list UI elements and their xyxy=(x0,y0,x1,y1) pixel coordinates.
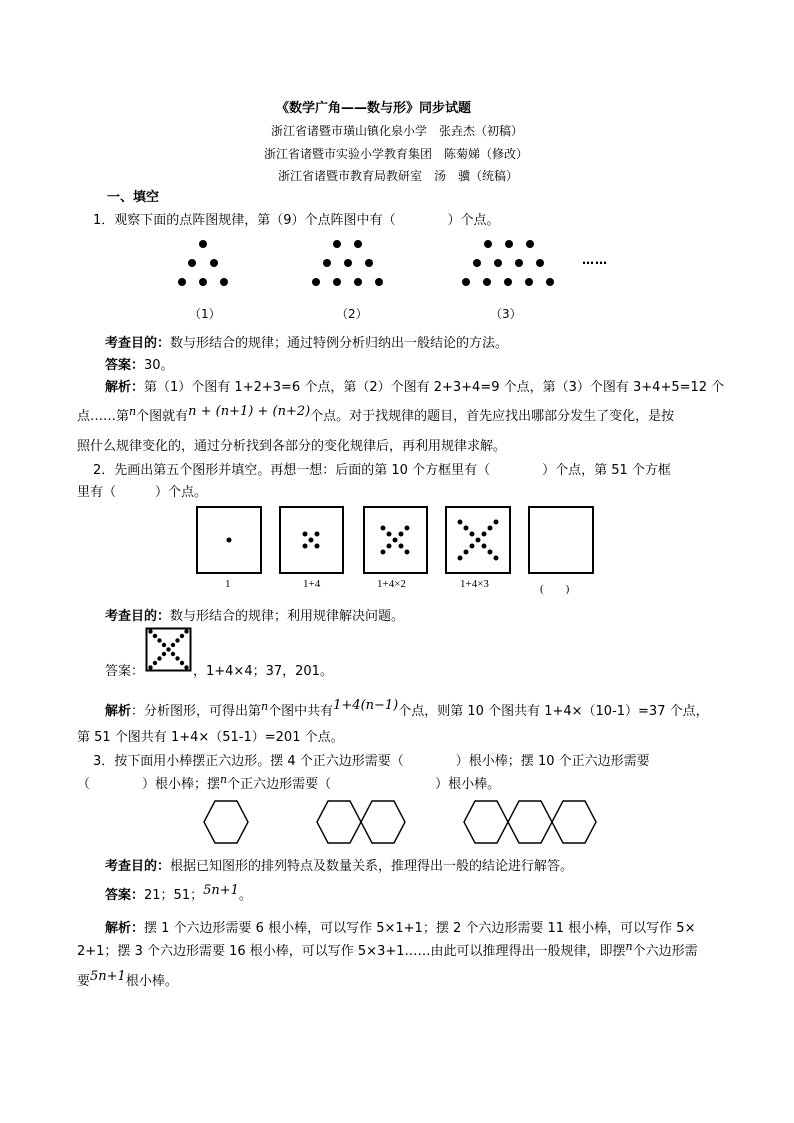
dot-pattern-1 xyxy=(178,240,228,286)
q1-dot-figures xyxy=(170,234,630,294)
q2-label-4: 1+4×3 xyxy=(460,578,489,590)
purpose-text: 根据已知图形的排列特点及数量关系，推理得出一般的结论进行解答。 xyxy=(170,859,574,874)
q3-question-line-2: （ ）根小棒；摆$^n$个正六边形需要（ ）根小棒。 xyxy=(77,773,501,792)
answer-text: 30。 xyxy=(144,358,174,373)
hexagon-1 xyxy=(204,801,248,843)
q2-label-3: 1+4×2 xyxy=(377,578,406,590)
q1-answer xyxy=(105,354,174,373)
q3-analysis-line-3: 要5n+1根小棒。 xyxy=(77,969,178,989)
analysis-text: 第（1）个图有 1+2+3=6 个点，第（2）个图有 2+3+4=9 个点，第（3）个图有 3+4+5=12 个 xyxy=(144,380,725,395)
formula: 5n+1 xyxy=(203,883,239,898)
dot-pattern-3 xyxy=(462,240,554,286)
purpose-text: 数与形结合的规律；通过特例分析归纳出一般结论的方法。 xyxy=(170,336,509,351)
q3-answer: 答案：21；51；5n+1。 xyxy=(105,883,252,903)
box-5 xyxy=(529,507,593,573)
q1-label-2: （2） xyxy=(336,307,368,321)
author-line-1: 浙江省诸暨市璜山镇化泉小学 张垚杰（初稿） xyxy=(271,124,524,138)
q2-label-1: 1 xyxy=(225,578,231,590)
section-title: 一、填空 xyxy=(107,190,160,205)
q1-ellipsis: …… xyxy=(582,253,608,267)
q2-analysis-line-2: 第 51 个图共有 1+4×（51-1）=201 个点。 xyxy=(77,730,344,745)
analysis-label: 解析： xyxy=(105,921,145,936)
q2-question-line-1: 2．先画出第五个图形并填空。再想一想：后面的第 10 个方框里有（ ）个点，第 51 个方框 xyxy=(93,463,671,478)
q2-question-line-2: 里有（ ）个点。 xyxy=(77,485,208,500)
dot-pattern-2 xyxy=(312,240,383,286)
q2-analysis-line-1: 解析：分析图形，可得出第$^n$个图中共有1+4(n−1)个点，则第 10 个图共有 1+4×（10-1）=37 个点， xyxy=(105,698,709,719)
q3-question-line-1: 3．按下面用小棒摆正六边形。摆 4 个正六边形需要（ ）根小棒；摆 10 个正六边形需要 xyxy=(93,754,650,769)
q1-label-3: （3） xyxy=(490,307,522,321)
q2-label-2: 1+4 xyxy=(303,578,321,590)
q1-analysis-line-2: 点……第$^n$个图就有n + (n+1) + (n+2)个点。对于找规律的题目，首先应找出哪部分发生了变化，是按 xyxy=(77,404,675,424)
q2-box-figures xyxy=(195,505,597,577)
purpose-text: 数与形结合的规律；利用规律解决问题。 xyxy=(170,609,405,624)
answer-label: 答案： xyxy=(105,358,145,373)
q2-answer-text: ，1+4×4；37，201。 xyxy=(193,664,333,679)
page-title: 《数学广角——数与形》同步试题 xyxy=(276,101,472,116)
q3-analysis-line-1 xyxy=(105,917,695,936)
q1-purpose xyxy=(105,332,508,351)
q3-analysis-line-2: 2+1；摆 3 个六边形需要 16 根小棒，可以写作 5×3+1……由此可以推理得出一般规律，即摆$^n$个六边形需 xyxy=(77,940,698,959)
formula: 1+4(n−1) xyxy=(333,698,399,713)
analysis-text: 摆 1 个六边形需要 6 根小棒，可以写作 5×1+1；摆 2 个六边形需要 11 根小棒，可以写作 5× xyxy=(144,921,696,936)
purpose-label: 考查目的： xyxy=(105,609,171,624)
author-line-3: 浙江省诸暨市教育局教研室 汤 骥（统稿） xyxy=(278,169,519,183)
q1-analysis-line-3: 照什么规律变化的，通过分析找到各部分的变化规律后，再利用规律求解。 xyxy=(77,439,507,454)
q2-purpose xyxy=(105,605,404,624)
q1-analysis-line-1 xyxy=(105,376,724,395)
author-line-2: 浙江省诸暨市实验小学教育集团 陈菊娣（修改） xyxy=(264,147,529,161)
analysis-label: 解析： xyxy=(105,380,145,395)
answer-box-figure xyxy=(145,627,193,673)
q2-answer-label: 答案： xyxy=(105,664,145,679)
q2-label-5: ( ) xyxy=(540,583,570,595)
q1-label-1: （1） xyxy=(189,307,221,321)
formula: 5n+1 xyxy=(90,969,126,984)
formula: n + (n+1) + (n+2) xyxy=(188,404,311,419)
q3-purpose xyxy=(105,855,573,874)
q1-question: 1．观察下面的点阵图规律，第（9）个点阵图中有（ ）个点。 xyxy=(93,213,500,228)
q3-hexagon-figures xyxy=(200,796,600,848)
purpose-label: 考查目的： xyxy=(105,859,171,874)
purpose-label: 考查目的： xyxy=(105,336,171,351)
